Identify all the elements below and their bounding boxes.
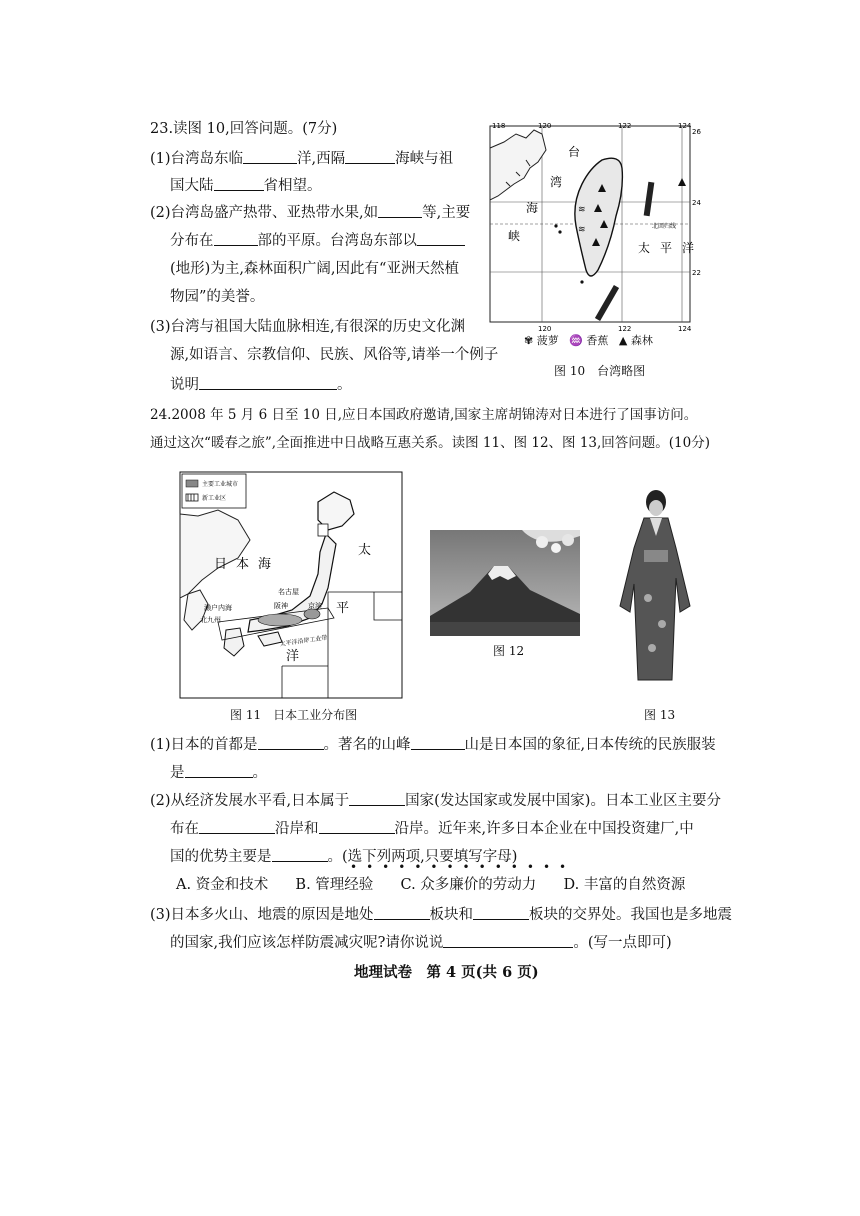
sea-label: 本: [236, 557, 250, 572]
lon-label: 120: [538, 325, 552, 333]
svg-text:≋: ≋: [578, 225, 586, 235]
answer-blank[interactable]: [378, 203, 422, 218]
answer-blank[interactable]: [473, 905, 529, 920]
city-label: 阪神: [274, 602, 288, 610]
strait-char: 台: [568, 145, 581, 159]
legend-label: 新工业区: [202, 495, 227, 502]
answer-blank[interactable]: [214, 231, 258, 246]
city-label: 北九州: [200, 616, 221, 624]
q24-part3-line2: 的国家,我们应该怎样防震减灾呢?请你说说 。(写一点即可): [170, 935, 672, 951]
option-c: C. 众多廉价的劳动力: [400, 877, 537, 893]
lat-label: 26: [692, 128, 701, 136]
fig10-caption: 图 10 台湾略图: [554, 364, 646, 378]
answer-blank[interactable]: [349, 791, 405, 806]
japan-industry-map: [178, 470, 404, 702]
option-b: B. 管理经验: [295, 877, 374, 893]
answer-blank[interactable]: [214, 176, 264, 191]
emphasis-dots: ••••••••••••••: [350, 860, 576, 874]
q23-part3-line1: (3)台湾与祖国大陆血脉相连,有很深的历史文化渊: [150, 319, 466, 335]
city-label: 名古屋: [278, 588, 299, 596]
page-footer: 地理试卷 第 4 页(共 6 页): [354, 964, 539, 981]
answer-blank[interactable]: [243, 149, 297, 164]
option-a: A. 资金和技术: [176, 877, 269, 893]
lon-label: 122: [618, 325, 632, 333]
answer-blank[interactable]: [272, 847, 328, 862]
ocean-char: 太: [638, 241, 651, 255]
lon-label: 124: [678, 122, 692, 130]
answer-blank[interactable]: [411, 735, 465, 750]
q24-part3-line1: (3)日本多火山、地震的原因是地处 板块和 板块的交界处。我国也是多地震: [150, 907, 733, 923]
ocean-label: 平: [336, 601, 350, 616]
q24-part1-line1: (1)日本的首都是 。著名的山峰 山是日本国的象征,日本传统的民族服装: [150, 737, 716, 753]
q24-part2-line3: 国的优势主要是 。(选下列两项,只要填写字母): [170, 849, 518, 865]
q24-options: [176, 874, 685, 896]
lon-label: 118: [492, 122, 506, 130]
q24-part2-line1: (2)从经济发展水平看,日本属于 国家(发达国家或发展中国家)。日本工业区主要分: [150, 793, 721, 809]
fig11-caption: 图 11 日本工业分布图: [230, 708, 358, 722]
q23-part2-line4: 物园”的美誉。: [170, 289, 265, 305]
strait-char: 峡: [508, 229, 521, 243]
sea-label: 日: [214, 557, 228, 572]
q23-part1-line2: 国大陆 省相望。: [170, 178, 322, 194]
taiwan-map: [486, 120, 708, 335]
q23-part2-line3: (地形)为主,森林面积广阔,因此有“亚洲天然植: [170, 261, 459, 277]
city-label: 京滨: [308, 602, 322, 610]
ocean-char: 平: [660, 241, 673, 255]
q24-part1-line2: 是 。: [170, 765, 267, 781]
lon-label: 122: [618, 122, 632, 130]
q24-part2-line2: 布在 沿岸和 沿岸。近年来,许多日本企业在中国投资建厂,中: [170, 821, 694, 837]
svg-text:≋: ≋: [578, 205, 586, 215]
lon-label: 124: [678, 325, 692, 333]
ocean-char: 洋: [682, 241, 695, 255]
answer-blank[interactable]: [374, 905, 430, 920]
q23-part2-line1: (2)台湾岛盛产热带、亚热带水果,如 等,主要: [150, 205, 471, 221]
fig12-caption: 图 12: [493, 644, 525, 658]
q23-part3-line2: 源,如语言、宗教信仰、民族、风俗等,请举一个例子: [170, 347, 499, 363]
answer-blank[interactable]: [319, 819, 395, 834]
belt-label: 太平洋沿岸工业带: [279, 634, 328, 648]
q23-part3-line3: 说明 。: [170, 377, 352, 393]
ocean-label: 太: [358, 543, 372, 558]
q24-intro-line1: 24.2008 年 5 月 6 日至 10 日,应日本国政府邀请,国家主席胡锦涛对日本进行了国事访问。: [150, 407, 698, 423]
q23-part2-line2: 分布在 部的平原。台湾岛东部以: [170, 230, 465, 252]
mount-fuji-photo: [430, 530, 580, 636]
legend-label: 主要工业城市: [202, 481, 239, 488]
answer-blank[interactable]: [185, 763, 253, 778]
strait-char: 湾: [550, 175, 563, 189]
tree-icon: ▲: [618, 334, 628, 347]
option-d: D. 丰富的自然资源: [563, 877, 686, 893]
city-label: 濑户内海: [204, 604, 232, 612]
sea-label: 海: [258, 557, 272, 572]
fig13-caption: 图 13: [644, 708, 676, 722]
answer-blank[interactable]: [417, 231, 465, 246]
banana-icon: ♒: [569, 334, 583, 347]
lat-label: 24: [692, 199, 701, 207]
answer-blank[interactable]: [443, 933, 573, 948]
lon-label: 120: [538, 122, 552, 130]
answer-blank[interactable]: [199, 819, 275, 834]
answer-blank[interactable]: [345, 149, 395, 164]
lat-label: 22: [692, 269, 701, 277]
ocean-label: 洋: [286, 649, 300, 664]
pineapple-icon: ✾: [524, 334, 534, 347]
kimono-photo: [610, 488, 702, 684]
strait-char: 海: [526, 201, 539, 215]
q23-part1-line1: (1)台湾岛东临 洋,西隔 海峡与祖: [150, 151, 454, 167]
q24-intro-line2: 通过这次“暖春之旅”,全面推进中日战略互惠关系。读图 11、图 12、图 13,回答问题。(10分): [150, 435, 711, 451]
tropic-label: 北回归线: [652, 223, 677, 230]
fig10-legend: ✾ 菠萝 ♒ 香蕉 ▲ 森林: [524, 334, 653, 347]
q23-title: 23.读图 10,回答问题。(7分): [150, 121, 338, 137]
answer-blank[interactable]: [199, 375, 337, 390]
answer-blank[interactable]: [258, 735, 324, 750]
